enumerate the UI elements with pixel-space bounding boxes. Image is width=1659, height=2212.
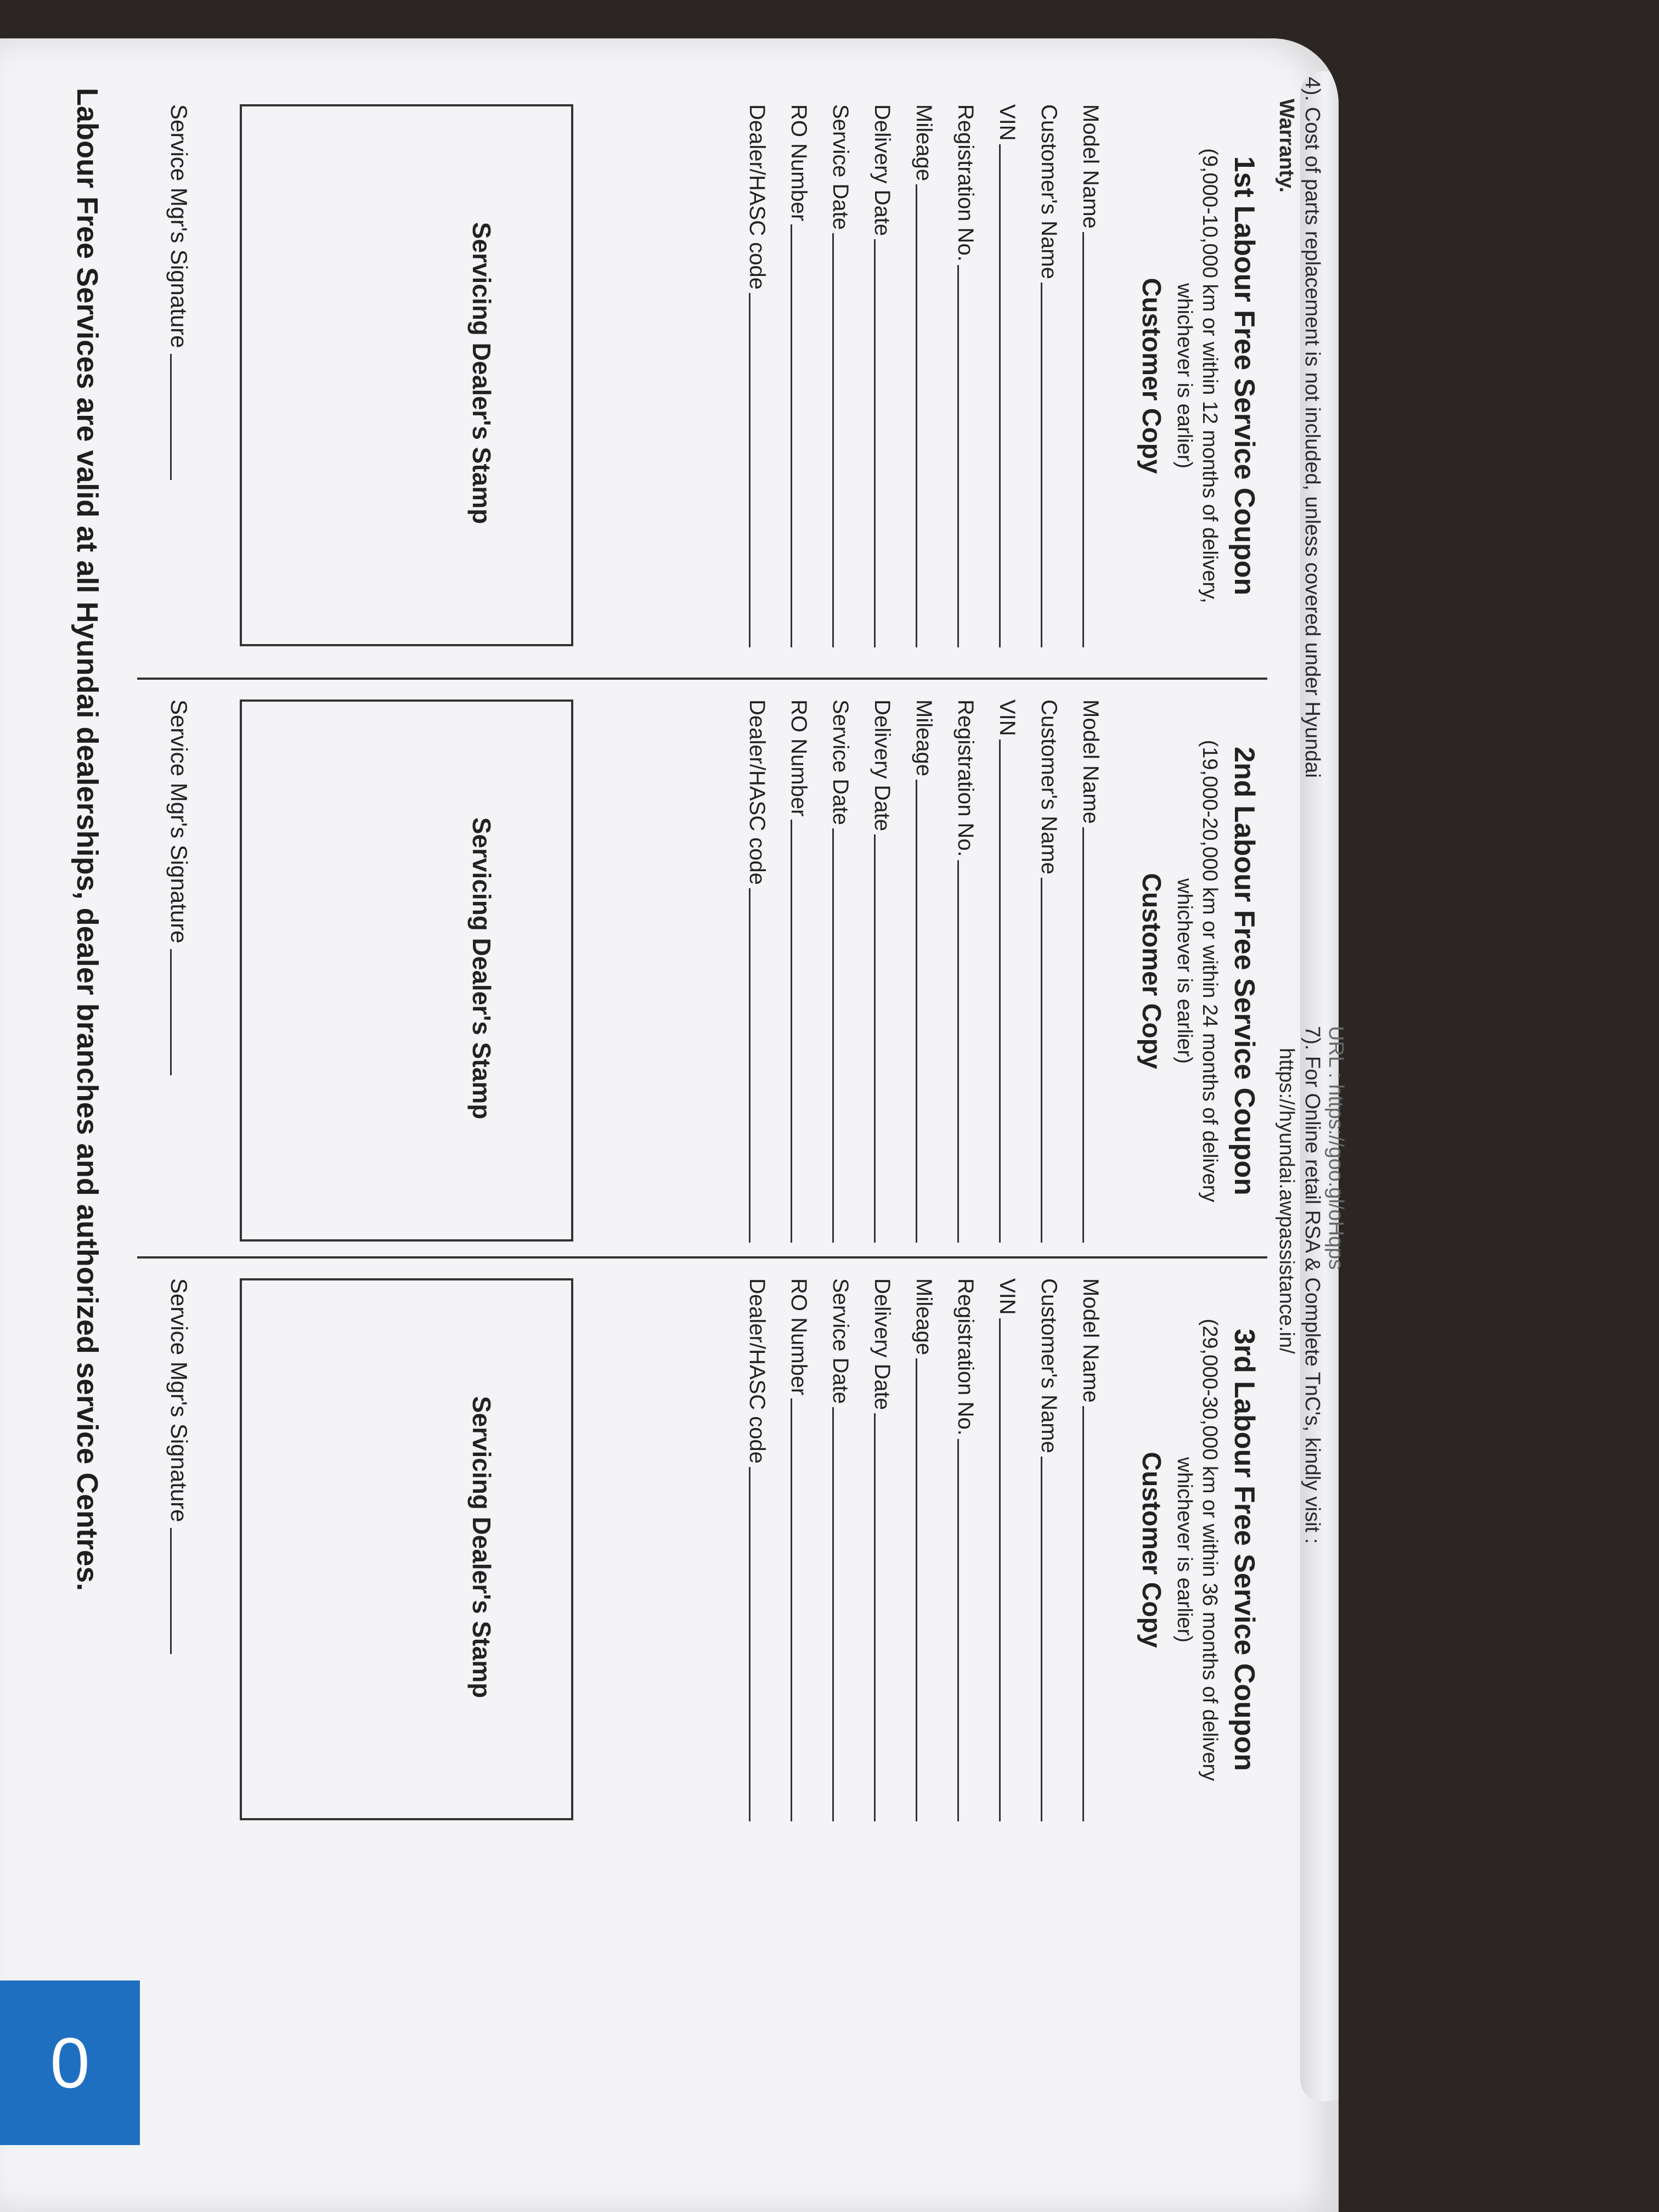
field-customer-name[interactable]: Customer's Name	[1036, 1278, 1078, 1821]
signature-field[interactable]: Service Mgr's Signature	[166, 699, 192, 1237]
page-number: 0	[50, 2023, 90, 2103]
coupon-divider	[137, 678, 1267, 680]
dealer-stamp-label: Servicing Dealer's Stamp	[467, 817, 496, 1120]
field-customer-name[interactable]: Customer's Name	[1036, 104, 1078, 647]
dealer-stamp-box[interactable]	[240, 1278, 573, 1820]
coupon-title: 1st Labour Free Service Coupon	[1228, 156, 1260, 596]
field-dealer-hasc-code[interactable]: Dealer/HASC code	[744, 699, 786, 1243]
coupon-sheet	[55, 44, 1347, 1854]
field-dealer-hasc-code[interactable]: Dealer/HASC code	[744, 1278, 786, 1821]
field-mileage[interactable]: Mileage	[911, 1278, 953, 1821]
field-vin[interactable]: VIN	[995, 699, 1036, 1243]
coupon-title: 2nd Labour Free Service Coupon	[1228, 747, 1260, 1195]
coupon-condition: (9,000-10,000 km or within 12 months of delivery, whichever is earlier)	[1173, 148, 1221, 603]
field-customer-name[interactable]: Customer's Name	[1036, 699, 1078, 1243]
field-registration-no[interactable]: Registration No.	[953, 699, 995, 1243]
coupon-copy-label: Customer Copy	[1136, 873, 1166, 1069]
field-vin[interactable]: VIN	[995, 104, 1036, 647]
field-delivery-date[interactable]: Delivery Date	[870, 1278, 911, 1821]
dealer-stamp-label: Servicing Dealer's Stamp	[467, 222, 496, 524]
field-ro-number[interactable]: RO Number	[786, 699, 828, 1243]
field-mileage[interactable]: Mileage	[911, 699, 953, 1243]
field-mileage[interactable]: Mileage	[911, 104, 953, 647]
coupon-3	[132, 1278, 1262, 1821]
coupon-2	[132, 699, 1262, 1243]
coupon-divider	[137, 1256, 1267, 1259]
coupon-copy-label: Customer Copy	[1136, 278, 1166, 474]
dealer-stamp-label: Servicing Dealer's Stamp	[467, 1396, 496, 1699]
note-warranty-line1: 4). Cost of parts replacement is not included, unless covered under Hyundai	[1301, 77, 1324, 778]
note-url-line: URL : https://goo.gl/oHqps	[1324, 1026, 1347, 1270]
field-model-name[interactable]: Model Name	[1078, 1278, 1120, 1821]
note-warranty-line2: Warranty.	[1275, 99, 1298, 193]
field-model-name[interactable]: Model Name	[1078, 699, 1120, 1243]
note-rsa-line2: https://hyundai.awpassistance.in/	[1275, 1048, 1298, 1354]
field-dealer-hasc-code[interactable]: Dealer/HASC code	[744, 104, 786, 647]
field-service-date[interactable]: Service Date	[828, 1278, 870, 1821]
field-model-name[interactable]: Model Name	[1078, 104, 1120, 647]
coupon-1	[132, 104, 1262, 647]
coupon-title: 3rd Labour Free Service Coupon	[1228, 1328, 1260, 1771]
dealer-stamp-box[interactable]	[240, 104, 573, 646]
coupon-condition: (19,000-20,000 km or within 24 months of delivery whichever is earlier)	[1173, 740, 1221, 1203]
field-registration-no[interactable]: Registration No.	[953, 104, 995, 647]
validity-footer: Labour Free Services are valid at all Hyundai dealerships, dealer branches and authorized service Centres.	[71, 88, 104, 1592]
signature-field[interactable]: Service Mgr's Signature	[166, 104, 192, 642]
field-delivery-date[interactable]: Delivery Date	[870, 104, 911, 647]
field-vin[interactable]: VIN	[995, 1278, 1036, 1821]
note-rsa-line1: 7). For Online retail RSA & Complete TnC's, kindly visit :	[1301, 1026, 1324, 1544]
field-service-date[interactable]: Service Date	[828, 699, 870, 1243]
field-registration-no[interactable]: Registration No.	[953, 1278, 995, 1821]
dealer-stamp-box[interactable]	[240, 699, 573, 1242]
coupon-condition: (29,000-30,000 km or within 36 months of delivery whichever is earlier)	[1173, 1318, 1221, 1781]
coupon-copy-label: Customer Copy	[1136, 1452, 1166, 1648]
signature-field[interactable]: Service Mgr's Signature	[166, 1278, 192, 1816]
field-ro-number[interactable]: RO Number	[786, 104, 828, 647]
field-ro-number[interactable]: RO Number	[786, 1278, 828, 1821]
field-delivery-date[interactable]: Delivery Date	[870, 699, 911, 1243]
field-service-date[interactable]: Service Date	[828, 104, 870, 647]
